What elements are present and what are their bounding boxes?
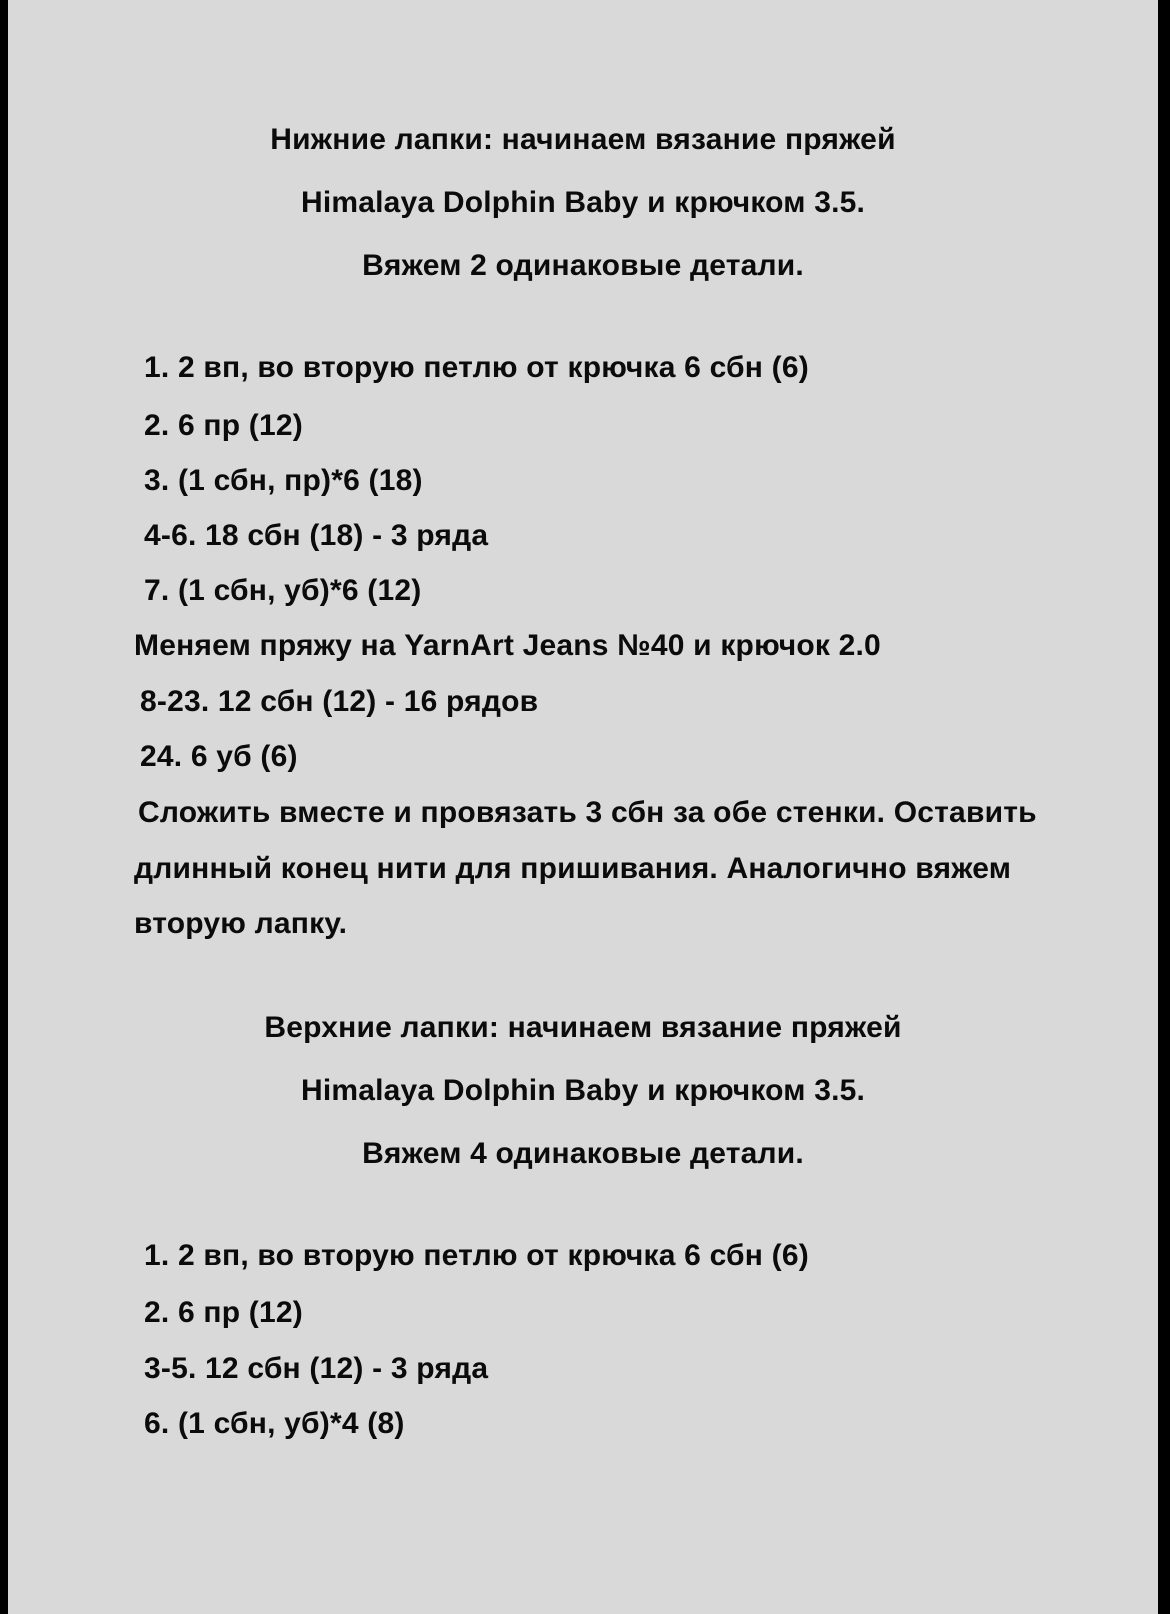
section1-finish-line-3: вторую лапку. — [134, 907, 348, 940]
section1-step-1: 1. 2 вп, во вторую петлю от крючка 6 сбн (6) — [144, 351, 809, 384]
section1-header-line-2: Himalaya Dolphin Baby и крючком 3.5. — [300, 186, 866, 219]
section1-step-4: 4-6. 18 сбн (18) - 3 ряда — [144, 519, 489, 552]
section1-header-line-3: Вяжем 2 одинаковые детали. — [362, 249, 804, 282]
section2-header-line-3: Вяжем 4 одинаковые детали. — [362, 1137, 804, 1170]
document-page — [8, 0, 1158, 1614]
section1-finish-line-2: длинный конец нити для пришивания. Аналогично вяжем — [134, 852, 1012, 885]
section1-yarn-change: Меняем пряжу на YarnArt Jeans №40 и крючок 2.0 — [134, 629, 881, 662]
section2-step-1: 1. 2 вп, во вторую петлю от крючка 6 сбн (6) — [144, 1239, 809, 1272]
section2-header-line-2: Himalaya Dolphin Baby и крючком 3.5. — [300, 1074, 866, 1107]
section1-header-line-1: Нижние лапки: начинаем вязание пряжей — [270, 123, 896, 156]
section1-step-3: 3. (1 сбн, пр)*6 (18) — [144, 464, 423, 497]
section1-step-7: 24. 6 уб (6) — [140, 740, 298, 773]
section2-step-4: 6. (1 сбн, уб)*4 (8) — [144, 1407, 405, 1440]
section1-step-2: 2. 6 пр (12) — [144, 409, 303, 442]
section1-step-5: 7. (1 сбн, уб)*6 (12) — [144, 574, 422, 607]
section2-step-3: 3-5. 12 сбн (12) - 3 ряда — [144, 1352, 489, 1385]
section1-step-6: 8-23. 12 сбн (12) - 16 рядов — [140, 685, 539, 718]
section1-finish-line-1: Сложить вместе и провязать 3 сбн за обе стенки. Оставить — [138, 796, 1037, 829]
section2-step-2: 2. 6 пр (12) — [144, 1296, 303, 1329]
section2-header-line-1: Верхние лапки: начинаем вязание пряжей — [264, 1011, 902, 1044]
